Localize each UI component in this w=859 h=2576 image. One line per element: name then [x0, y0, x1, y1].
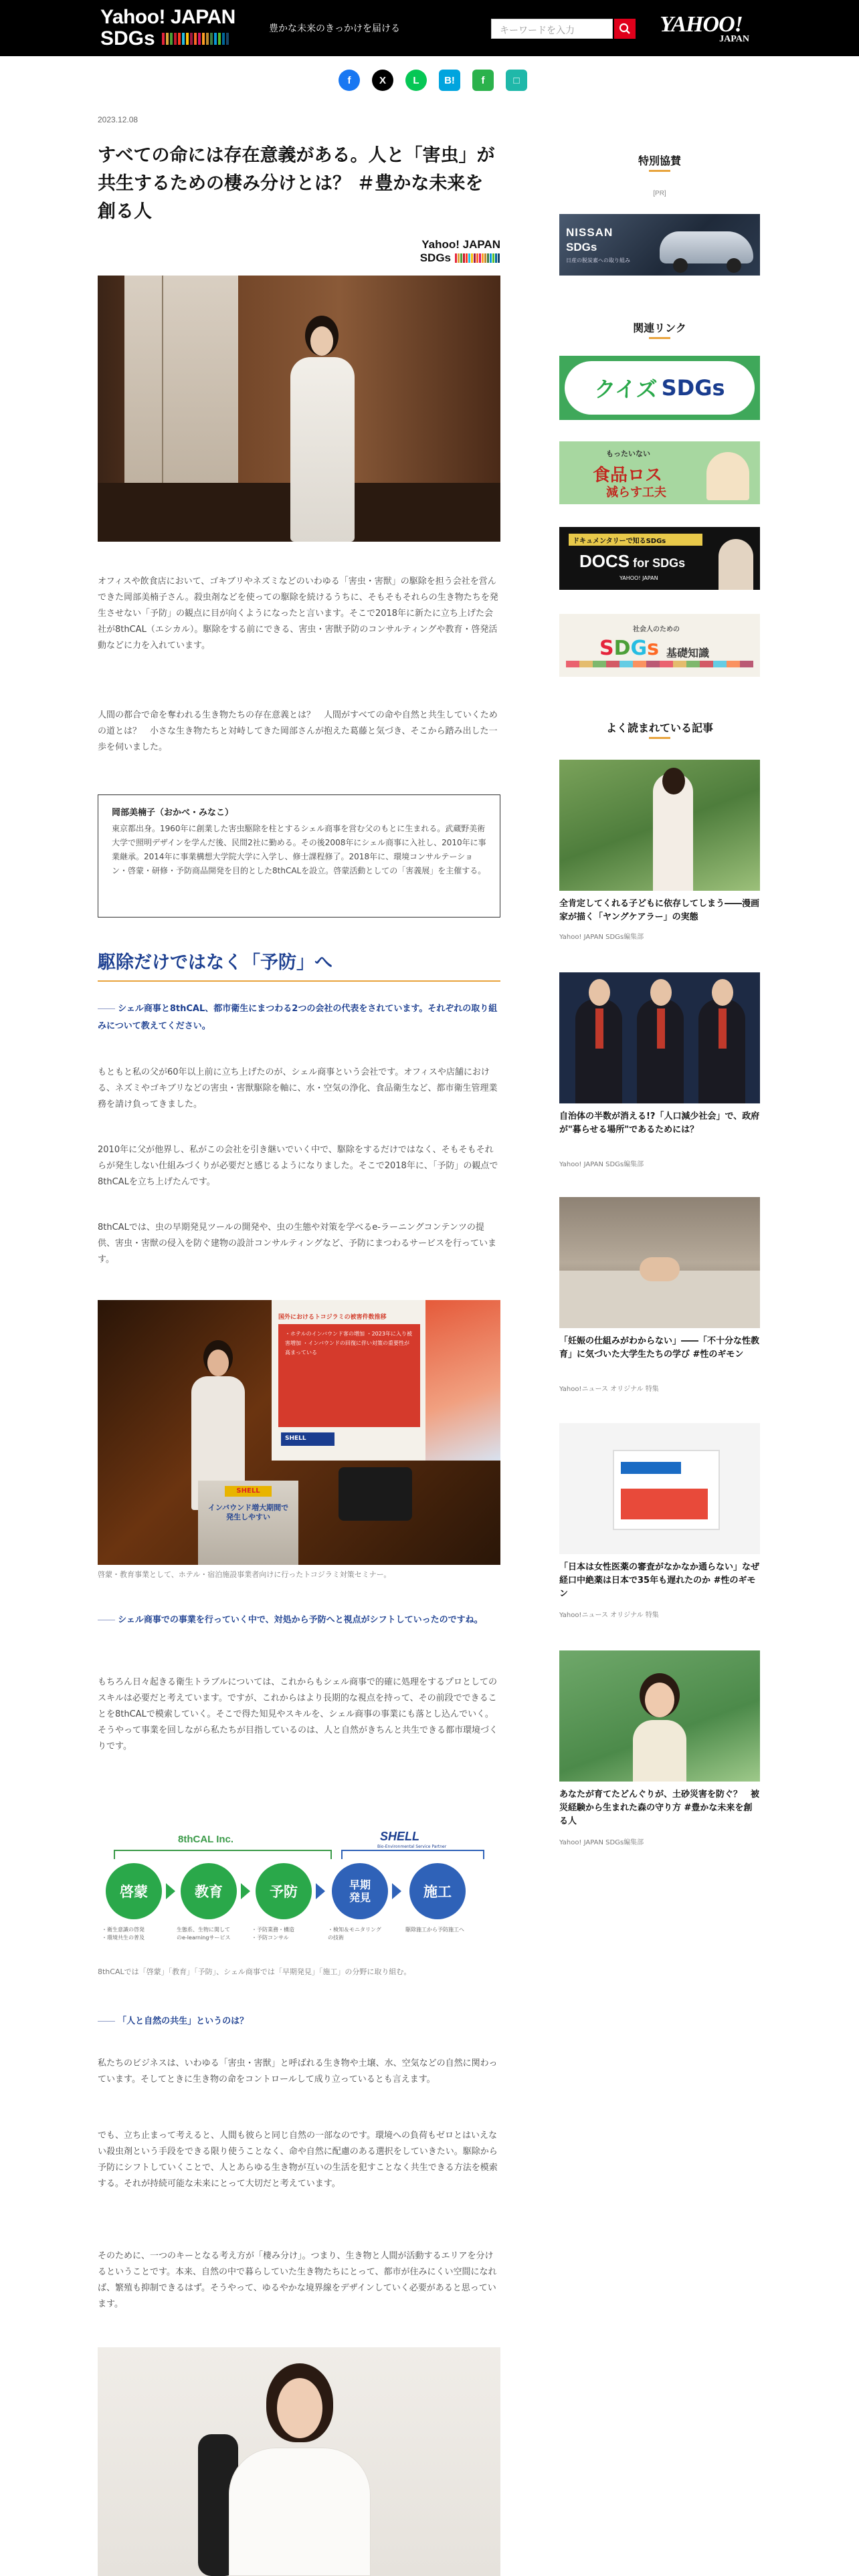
section-heading: 駆除だけではなく「予防」へ: [98, 948, 500, 982]
sdg-color-bar: [490, 253, 492, 263]
docs-for-sdgs-banner[interactable]: [559, 527, 760, 590]
intro-paragraph-2: 人間の都合で命を奪われる生き物たちの存在意義とは？ 人間がすべての命や自然と共生していくための道とは？ 小さな生き物たちと対峙してきた岡部さんが抱えた葛藤と気づき、そこから踏み出した一歩を伺いました。: [98, 710, 498, 752]
diagram-node-sub: ・検知＆モニタリング の技術: [328, 1927, 381, 1941]
sdg-color-bar: [226, 33, 229, 45]
question-2: [98, 1612, 500, 1629]
seminar-slide-title: 国外におけるトコジラミの被害件数推移: [278, 1314, 387, 1321]
sdg-color-bar: [218, 33, 221, 45]
bracket-8thcal: [114, 1850, 332, 1859]
docs-main: DOCS: [579, 551, 630, 571]
sdg-color-bar: [182, 33, 185, 45]
food-t1: もったいない: [606, 449, 650, 458]
food-t2: 食品ロス: [593, 465, 663, 486]
sdg-color-bar: [178, 33, 181, 45]
intro-paragraph-1: オフィスや飲食店において、ゴキブリやネズミなどのいわゆる「害虫・害獣」の駆除を担う会社を営んできた岡部美楠子さん。殺虫剤などを使っての駆除を続けるうちに、そもそもそれらの生き物たちを発生させない「予防」の観点に目が向くようになったと言います。そこで2018年に新たに立ち上げた会社が8thCAL（エシカル）。駆除をする前にできる、害虫・害獣予防のコンサルティングや教育・啓発活動などに力を入れています。: [98, 576, 498, 651]
sdg-color-bar: [460, 253, 462, 263]
seminar-slide-body: ・ホテルのインバウンド客の増加 ・2023年に入り被害増加 ・インバウンドの回復に伴い対策の重要性が高まっている: [278, 1324, 420, 1427]
brand-mini-line2-row: [415, 251, 500, 265]
sdg-color-bar: [455, 253, 457, 263]
share-x-button[interactable]: [372, 70, 393, 91]
yahoo-logo-text: YAHOO!: [660, 12, 743, 37]
popular-article-5-source: Yahoo! JAPAN SDGs編集部: [559, 1839, 644, 1846]
food-t3: 減らす工夫: [606, 486, 666, 500]
sdg-color-bar: [206, 33, 209, 45]
question-3-text: 「人と自然の共生」というのは？: [118, 2016, 249, 2026]
sdg-color-bars: [455, 253, 500, 263]
popular-article-4-source: Yahoo!ニュース オリジナル 特集: [559, 1612, 659, 1619]
logo-line2: SDGs: [100, 27, 155, 49]
quiz-sdgs: SDGs: [661, 375, 725, 401]
answer-3-paragraph-3: そのために、一つのキーとなる考え方が「棲み分け」。つまり、生き物と人間が活動するエリアを分けるということです。本来、自然の中で暮らしていた生き物たちにとって、都市が住みにくい空間になれば、繁殖も抑制できるはず。そうやって、ゆるやかな境界線をデザインしていく必要があると思っています。: [98, 2251, 497, 2309]
quiz-inner: [565, 361, 755, 415]
sdg-color-bar: [466, 253, 468, 263]
question-dash: ――: [98, 1004, 118, 1014]
diagram-node: 施工: [409, 1863, 466, 1919]
profile-body: 東京都出身。1960年に創業した害虫駆除を柱とするシェル商事を営む父のもとに生まれる。武蔵野美術大学で照明デザインを学んだ後、民間2社に勤める。その後2008年にシェル商事に入社し、2010年に事業継承。2014年に事業構想大学院大学に入学し、修士課程修了。2018年に、環境コンサルテーション・啓蒙・研修・予防商品開発を目的とした8thCALを設立。啓蒙活動としての「害義展」を主催する。: [112, 824, 486, 875]
pocket-icon: □: [513, 74, 520, 86]
sdg-color-bar: [468, 253, 470, 263]
popular-article-5-image[interactable]: [559, 1650, 760, 1782]
diagram-arrow: [392, 1883, 401, 1899]
brand-mini-line2: SDGs: [419, 251, 451, 264]
kiso-letter: s: [647, 637, 659, 660]
diagram-label-shell: SHELL: [380, 1830, 420, 1843]
photo-person: [285, 316, 359, 542]
sdg-color-bar: [479, 253, 481, 263]
quiz-sdgs-banner[interactable]: [559, 356, 760, 420]
share-buttons: [339, 70, 527, 91]
yahoo-logo-sub: JAPAN: [719, 34, 749, 44]
sdg-color-bar: [210, 33, 213, 45]
food-figure: [706, 452, 749, 500]
logo-line1: Yahoo! JAPAN: [100, 6, 235, 28]
popular-article-1-source: Yahoo! JAPAN SDGs編集部: [559, 934, 644, 941]
answer-1-paragraph-1: もともと私の父が60年以上前に立ち上げたのが、シェル商事という会社です。オフィスや店舗における、ネズミやゴキブリなどの害虫・害獣駆除を軸に、水・空気の浄化、食品衛生など、都市衛生管理業務を請け負ってきました。: [98, 1067, 498, 1109]
kiso-t2: [599, 637, 659, 660]
answer-2-paragraph-1: もちろん日々起きる衛生トラブルについては、これからもシェル商事で的確に処理をするプロとしてのスキルは必要だと考えています。ですが、これからはより長期的な視点を持って、その前段でできることを8thCALで模索していく。そこで得た知見やスキルを、シェル商事の事業にも落とし込んでいく。そうやって事業を回しながら私たちが目指しているのは、人と自然がきちんと共生できる都市環境づくりです。: [98, 1677, 498, 1751]
diagram-node-sub: 生態系、生物に関して のe-learningサービス: [177, 1927, 231, 1941]
sdg-color-bar: [463, 253, 465, 263]
related-heading: 関連リンク: [633, 322, 686, 334]
docs-bar: ドキュメンタリーで知るSDGs: [569, 534, 702, 546]
kiso-deco: [566, 661, 753, 667]
yahoo-sdgs-logo[interactable]: [100, 7, 254, 49]
sdg-color-bar: [498, 253, 500, 263]
docs-person: [719, 539, 753, 590]
sdg-color-bar: [214, 33, 217, 45]
answer-3-paragraph-1: 私たちのビジネスは、いわゆる「害虫・害獣」と呼ばれる生き物や土壌、水、空気などの自然に関わっています。そしてときに生き物の命をコントロールして成り立っているとも言えます。: [98, 2058, 498, 2084]
popular-article-4-image[interactable]: [559, 1423, 760, 1554]
diagram-node: 教育: [181, 1863, 237, 1919]
sdg-color-bar: [492, 253, 494, 263]
sdg-color-bar: [222, 33, 225, 45]
logo-line2-row: [100, 28, 254, 49]
seminar-podium: [198, 1481, 298, 1565]
line-icon: L: [413, 74, 419, 86]
sdg-color-bar: [186, 33, 189, 45]
popular-article-3-image[interactable]: [559, 1197, 760, 1328]
answer-3-paragraph-2: でも、立ち止まって考えると、人間も彼らと同じ自然の一部なのです。環境への負荷もゼロとはいえない殺虫剤という手段をできる限り使うことなく、命や自然に配慮のある選択をしていきたい。駆除から予防にシフトしていくことで、人とあらゆる生き物が互いの生活を犯すことなく共生できる方法を模索する。それが持続可能な未来にとって大切だと考えています。: [98, 2131, 498, 2189]
question-dash: ――: [98, 2016, 118, 2026]
podium-logo: SHELL: [225, 1486, 272, 1497]
nissan-line2: SDGs: [566, 241, 597, 253]
answer-1-paragraph-3: 8thCALでは、虫の早期発見ツールの開発や、虫の生態や対策を学べるe-ラーニングコンテンツの提供、害虫・害獣の侵入を防ぐ建物の設計コンサルティングなど、予防にまつわるサービスを行っています。: [98, 1222, 497, 1265]
sdg-color-bar: [495, 253, 497, 263]
docs-yahoo: YAHOO! JAPAN: [619, 575, 658, 581]
nissan-car: [660, 231, 753, 263]
search-input[interactable]: キーワードを入力: [491, 19, 613, 39]
article-date: 2023.12.08: [98, 115, 138, 124]
sdg-color-bar: [487, 253, 489, 263]
diagram-arrow: [316, 1883, 325, 1899]
sdg-color-bars: [162, 33, 230, 45]
search-button[interactable]: [614, 19, 636, 39]
quiz-label: クイズ: [594, 377, 658, 402]
heading-underline: [649, 737, 670, 739]
popular-article-1-image[interactable]: [559, 760, 760, 891]
answer-1-paragraph-2: 2010年に父が他界し、私がこの会社を引き継いでいく中で、駆除をするだけではなく、そもそもそれらが発生しない仕組みづくりが必要だと感じるようになりました。そこで2018年に、「予防」の観点で8thCALを立ち上げたんです。: [98, 1145, 498, 1187]
site-header: [0, 0, 859, 56]
site-tagline: 豊かな未来のきっかけを届ける: [269, 23, 400, 34]
popular-article-5-title[interactable]: あなたが育てたどんぐりが、土砂災害を防ぐ？ 被災経験から生まれた森の守り方 #豊かな未来を創る人: [559, 1790, 760, 1826]
nissan-banner[interactable]: [559, 214, 760, 276]
sdg-color-bar: [174, 33, 177, 45]
bracket-shell: [341, 1850, 484, 1859]
brand-mini-logo: [415, 238, 500, 266]
article-title: すべての命には存在意義がある。人と「害虫」が共生するための棲み分けとは？ ＃豊かな未来を創る人: [98, 145, 495, 222]
sdg-color-bar: [194, 33, 197, 45]
process-diagram: [98, 1827, 500, 1961]
share-pocket-button[interactable]: [506, 70, 527, 91]
kiso-letter: D: [613, 637, 631, 660]
docs-for: for SDGs: [630, 556, 686, 570]
kiso-t1: 社会人のための: [633, 626, 680, 633]
x-icon: X: [379, 74, 386, 86]
diagram-node-sub: ・予防業務・構造 ・予防コンサル: [252, 1927, 294, 1941]
popular-article-2-title[interactable]: 自治体の半数が消える!?「人口減少社会」で、政府が"暮らせる場所"であるためには？: [559, 1111, 760, 1135]
diagram-node: 予防: [256, 1863, 312, 1919]
question-1: [98, 1000, 500, 1035]
diagram-arrow: [166, 1883, 175, 1899]
sdg-color-bar: [202, 33, 205, 45]
nissan-sub: 日産の脱炭素への取り組み: [566, 257, 630, 263]
kiso-t3: 基礎知識: [666, 647, 710, 659]
docs-title: [579, 551, 685, 572]
sdg-color-bar: [474, 253, 476, 263]
share-feedly-button[interactable]: [472, 70, 494, 91]
hatena-icon: B!: [444, 74, 455, 86]
share-hatena-button[interactable]: [439, 70, 460, 91]
seminar-camera: [339, 1467, 412, 1521]
diagram-node: 早期 発見: [332, 1863, 388, 1919]
heading-underline: [649, 170, 670, 172]
heading-underline: [649, 337, 670, 339]
diagram-label-8thcal: 8thCAL Inc.: [178, 1834, 234, 1845]
popular-article-2-image[interactable]: [559, 972, 760, 1103]
diagram-node: 啓蒙: [106, 1863, 162, 1919]
sdg-color-bar: [484, 253, 486, 263]
yahoo-japan-logo[interactable]: [648, 12, 755, 44]
feedly-icon: f: [481, 74, 485, 86]
kiso-letter: S: [599, 637, 614, 660]
popular-article-3-source: Yahoo!ニュース オリジナル 特集: [559, 1386, 659, 1393]
diagram-caption: 8thCALでは「啓蒙」「教育」「予防」、シェル商事では「早期発見」「施工」の分野に取り組む。: [98, 1967, 411, 1976]
profile-box: [98, 794, 500, 918]
popular-article-1-title[interactable]: 全肯定してくれる子どもに依存してしまう――漫画家が描く「ヤングケアラー」の実態: [559, 899, 760, 922]
pr-label: [PR]: [653, 190, 666, 197]
diagram-node-sub: ・衛生意識の啓発 ・環境共生の普及: [102, 1927, 145, 1941]
search-icon: [619, 23, 631, 35]
question-2-text: シェル商事での事業を行っていく中で、対処から予防へと視点がシフトしていったのですね。: [118, 1615, 483, 1625]
food-loss-banner[interactable]: [559, 441, 760, 504]
diagram-node-sub: 駆除施工から予防施工へ: [405, 1927, 464, 1933]
share-line-button[interactable]: [405, 70, 427, 91]
seminar-photo: [98, 1300, 500, 1565]
sdg-color-bar: [190, 33, 193, 45]
popular-heading: よく読まれている記事: [605, 722, 713, 734]
question-dash: ――: [98, 1615, 118, 1625]
nissan-line1: NISSAN: [566, 226, 613, 239]
hero-photo: [98, 276, 500, 542]
sdg-color-bar: [166, 33, 169, 45]
diagram-arrow: [241, 1883, 250, 1899]
seminar-map: [425, 1300, 500, 1461]
popular-article-2-source: Yahoo! JAPAN SDGs編集部: [559, 1161, 644, 1168]
sdg-color-bar: [198, 33, 201, 45]
facebook-icon: f: [347, 74, 351, 86]
diagram-label-shell-sub: Bio-Environmental Service Partner: [377, 1844, 447, 1849]
sdg-color-bar: [482, 253, 484, 263]
podium-text: インバウンド増大期間で発生しやすい: [207, 1503, 289, 1521]
sdg-color-bar: [471, 253, 473, 263]
sdg-color-bar: [476, 253, 478, 263]
sdg-color-bar: [170, 33, 173, 45]
kiso-letter: G: [630, 637, 648, 660]
seminar-caption: 啓蒙・教育事業として、ホテル・宿泊施設事業者向けに行ったトコジラミ対策セミナー。: [98, 1570, 391, 1579]
seminar-shell-tag: SHELL: [281, 1432, 335, 1446]
question-1-text: シェル商事と8thCAL、都市衛生にまつわる2つの会社の代表をされています。それぞれの取り組みについて教えてください。: [98, 1004, 498, 1031]
sdgs-basics-banner[interactable]: [559, 614, 760, 677]
popular-article-3-title[interactable]: 「妊娠の仕組みがわからない」――「不十分な性教育」に気づいた大学生たちの学び #性のギモン: [559, 1336, 760, 1360]
sdg-color-bar: [162, 33, 165, 45]
question-3: [98, 2013, 500, 2030]
share-facebook-button[interactable]: [339, 70, 360, 91]
profile-name: 岡部美楠子（おかべ・みなこ）: [112, 808, 234, 818]
sponsor-heading: 特別協賛: [638, 154, 681, 167]
brand-mini-line1: Yahoo! JAPAN: [421, 238, 500, 251]
sdg-color-bar: [458, 253, 460, 263]
popular-article-4-title[interactable]: 「日本は女性医薬の審査がなかなか通らない」なぜ経口中絶薬は日本で35年も遅れたのか #性のギモン: [559, 1562, 760, 1599]
portrait-photo: [98, 2347, 500, 2576]
